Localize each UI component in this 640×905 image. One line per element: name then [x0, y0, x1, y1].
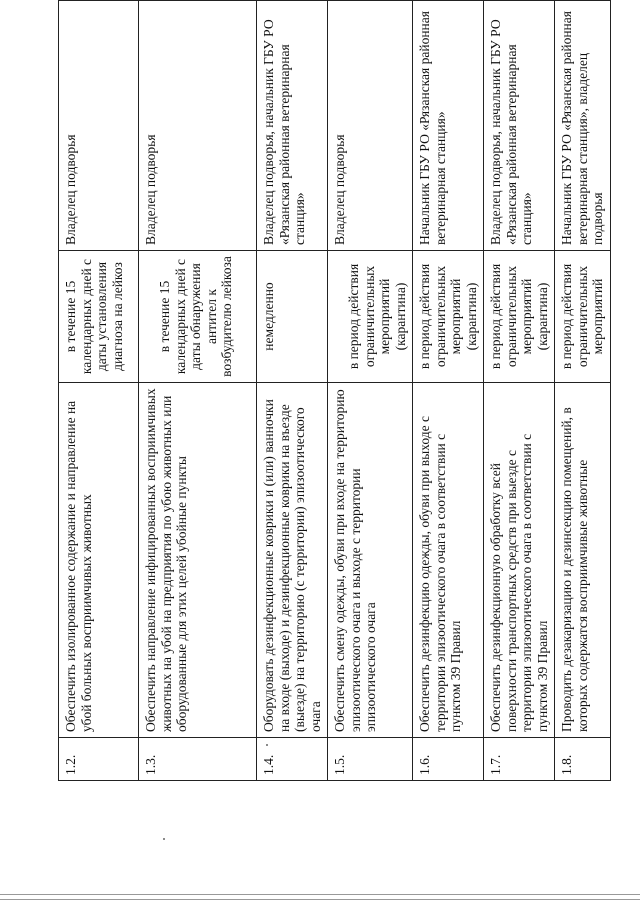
period-cell: в течение 15 календарных дней с даты установления диагноза на лейкоз — [59, 251, 139, 383]
period-cell: в период действия ограничительных мероприятий (карантина) — [484, 251, 555, 383]
responsible-cell: Владелец подворья, начальник ГБУ РО «Рязанская районная ветеринарная станция» — [257, 1, 328, 251]
measure-cell: Оборудовать дезинфекционные коврики и (или) ванночки на входе (выходе) и дезинфекционные коврики на въезде (выезде) на территорию (с территории) эпизоотического очага — [257, 383, 328, 738]
table-row — [484, 1, 555, 781]
responsible-cell: Владелец подворья — [139, 1, 257, 251]
measure-cell: Обеспечить изолированное содержание и направление на убой больных восприимчивых животных — [59, 383, 139, 738]
measure-cell: Проводить дезакаризацию и дезинсекцию помещений, в которых содержатся восприимчивые животные — [555, 383, 611, 738]
measure-cell: Обеспечить направление инфицированных восприимчивых животных на убой на предприятия по убою животных или оборудованные для этих целей убойные пункты — [139, 383, 257, 738]
table-row — [328, 1, 413, 781]
table-row — [59, 1, 139, 781]
measures-table — [58, 0, 611, 781]
measure-cell: Обеспечить дезинфекционную обработку всей поверхности транспортных средств при выезде с территории эпизоотического очага в соответствии с пунктом 39 Правил — [484, 383, 555, 738]
period-cell: немедленно — [257, 251, 328, 383]
row-number: 1.3. — [139, 738, 257, 781]
measure-cell: Обеспечить дезинфекцию одежды, обуви при выходе с территории эпизоотического очага в соответствии с пунктом 39 Правил — [413, 383, 484, 738]
responsible-cell: Начальник ГБУ РО «Рязанская районная ветеринарная станция» — [413, 1, 484, 251]
responsible-cell: Владелец подворья, начальник ГБУ РО «Рязанская районная ветеринарная станция» — [484, 1, 555, 251]
row-number: 1.5. — [328, 738, 413, 781]
table-row — [413, 1, 484, 781]
row-number: 1.4. — [257, 738, 328, 781]
period-cell: в период действия ограничительных мероприятий (карантина) — [413, 251, 484, 383]
row-number: 1.8. — [555, 738, 611, 781]
row-number: 1.7. — [484, 738, 555, 781]
responsible-cell: Владелец подворья — [328, 1, 413, 251]
table-row — [257, 1, 328, 781]
measure-cell: Обеспечить смену одежды, обуви при входе на территорию эпизоотического очага и выходе с территории эпизоотического очага — [328, 383, 413, 738]
table-row — [139, 1, 257, 781]
row-number: 1.6. — [413, 738, 484, 781]
responsible-cell: Начальник ГБУ РО «Рязанская районная ветеринарная станция», владелец подворья — [555, 1, 611, 251]
measures-table-body — [59, 1, 611, 781]
responsible-cell: Владелец подворья — [59, 1, 139, 251]
period-cell: в период действия ограничительных мероприятий — [555, 251, 611, 383]
period-cell: в течение 15 календарных дней с даты обнаружения антител к возбудителю лейкоза — [139, 251, 257, 383]
period-cell: в период действия ограничительных мероприятий (карантина) — [328, 251, 413, 383]
table-row — [555, 1, 611, 781]
row-number: 1.2. — [59, 738, 139, 781]
